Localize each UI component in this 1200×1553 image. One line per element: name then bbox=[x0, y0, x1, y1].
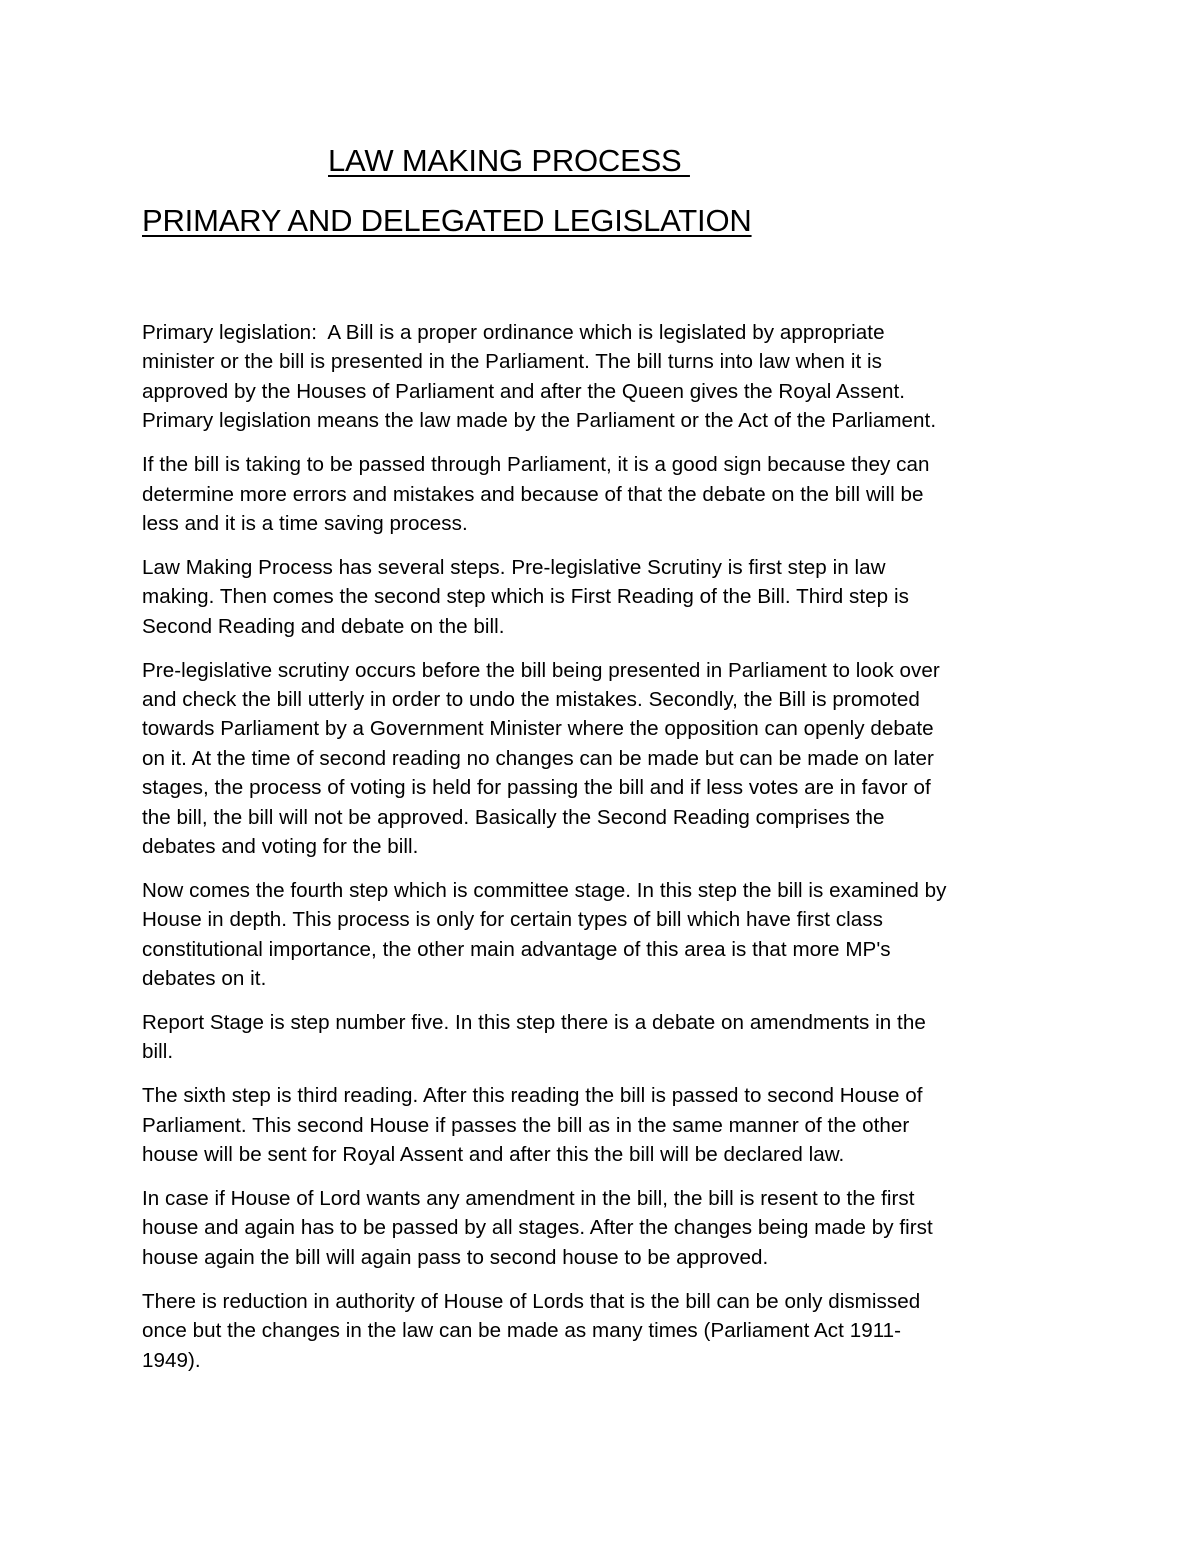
paragraph-line: bill. bbox=[142, 1040, 174, 1064]
paragraph-line: Report Stage is step number five. In this step there is a debate on amendments in the bbox=[142, 1011, 926, 1035]
paragraph-law-making-steps bbox=[142, 553, 1072, 641]
paragraph-primary-legislation bbox=[142, 318, 1072, 436]
paragraph-report-stage bbox=[142, 1008, 1072, 1067]
paragraph-line: the bill, the bill will not be approved. Basically the Second Reading comprises the bbox=[142, 805, 885, 829]
paragraph-line: If the bill is taking to be passed through Parliament, it is a good sign because they can bbox=[142, 453, 930, 477]
paragraph-line: house will be sent for Royal Assent and after this the bill will be declared law. bbox=[142, 1143, 845, 1167]
paragraph-pre-legislative-scrutiny bbox=[142, 656, 1072, 862]
paragraph-line: Pre-legislative scrutiny occurs before the bill being presented in Parliament to look over bbox=[142, 658, 940, 682]
paragraph-line: debates and voting for the bill. bbox=[142, 835, 419, 858]
paragraph-line: and check the bill utterly in order to undo the mistakes. Secondly, the Bill is promoted bbox=[142, 687, 920, 711]
paragraph-line: making. Then comes the second step which is First Reading of the Bill. Third step is bbox=[142, 585, 909, 609]
paragraph-line: Primary legislation means the law made by the Parliament or the Act of the Parliament. bbox=[142, 409, 937, 433]
paragraph-line: 1949). bbox=[142, 1348, 201, 1372]
paragraph-line: once but the changes in the law can be made as many times (Parliament Act 1911- bbox=[142, 1319, 902, 1343]
paragraph-line: Second Reading and debate on the bill. bbox=[142, 614, 505, 638]
paragraph-line: stages, the process of voting is held for passing the bill and if less votes are in favor of bbox=[142, 776, 931, 800]
paragraph-line: minister or the bill is presented in the Parliament. The bill turns into law when it is bbox=[142, 350, 882, 374]
paragraph-line: debates on it. bbox=[142, 967, 267, 991]
paragraph-line: less and it is a time saving process. bbox=[142, 511, 468, 535]
paragraph-line: The sixth step is third reading. After this reading the bill is passed to second House of bbox=[142, 1084, 923, 1108]
document-subtitle: PRIMARY AND DELEGATED LEGISLATION bbox=[142, 203, 752, 238]
paragraph-line: There is reduction in authority of House of Lords that is the bill can be only dismissed bbox=[142, 1289, 921, 1313]
paragraph-line: constitutional importance, the other main advantage of this area is that more MP's bbox=[142, 937, 891, 961]
paragraph-line: Primary legislation: A Bill is a proper ordinance which is legislated by appropriate bbox=[142, 321, 885, 344]
paragraph-line: approved by the Houses of Parliament and after the Queen gives the Royal Assent. bbox=[142, 379, 905, 403]
paragraph-line: house and again has to be passed by all stages. After the changes being made by first bbox=[142, 1216, 933, 1240]
paragraph-committee-stage bbox=[142, 876, 1072, 994]
paragraph-line: In case if House of Lord wants any amendment in the bill, the bill is resent to the first bbox=[142, 1187, 915, 1211]
paragraph-house-of-lords-amendment bbox=[142, 1184, 1072, 1272]
paragraph-line: Law Making Process has several steps. Pre-legislative Scrutiny is first step in law bbox=[142, 555, 886, 579]
paragraph-line: Now comes the fourth step which is committee stage. In this step the bill is examined by bbox=[142, 878, 947, 902]
paragraph-passing-bill bbox=[142, 450, 1072, 538]
paragraph-reduction-in-authority bbox=[142, 1287, 1072, 1375]
paragraph-line: determine more errors and mistakes and because of that the debate on the bill will be bbox=[142, 482, 924, 506]
paragraph-line: on it. At the time of second reading no changes can be made but can be made on later bbox=[142, 746, 934, 770]
paragraph-line: house again the bill will again pass to second house to be approved. bbox=[142, 1245, 769, 1269]
document-title: LAW MAKING PROCESS bbox=[328, 143, 690, 178]
paragraph-third-reading bbox=[142, 1081, 1072, 1169]
document-body bbox=[142, 318, 1072, 1390]
paragraph-line: Parliament. This second House if passes the bill as in the same manner of the other bbox=[142, 1113, 910, 1137]
paragraph-line: towards Parliament by a Government Minister where the opposition can openly debate bbox=[142, 717, 934, 741]
paragraph-line: House in depth. This process is only for certain types of bill which have first class bbox=[142, 908, 883, 932]
